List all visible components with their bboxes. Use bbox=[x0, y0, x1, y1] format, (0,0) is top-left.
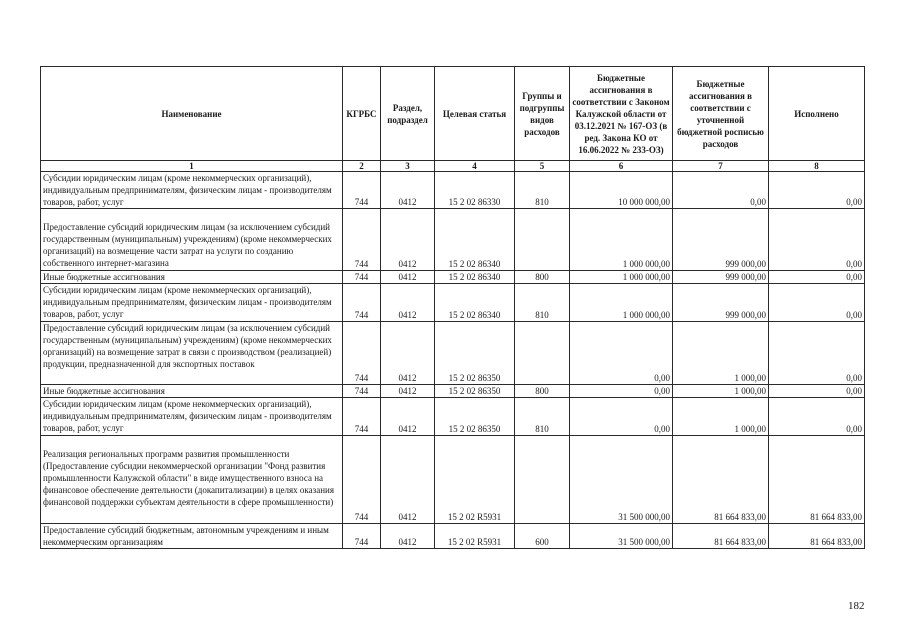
header-name: Наименование bbox=[41, 67, 343, 161]
row-group bbox=[515, 322, 570, 385]
budget-table bbox=[40, 66, 865, 549]
table-row bbox=[41, 524, 865, 549]
row-law-amount: 1 000 000,00 bbox=[570, 209, 673, 271]
header-kgrbs: КГРБС bbox=[343, 67, 381, 161]
header-refined-allocations: Бюджетные ассигнования в соответствии с уточненной бюджетной росписью расходов bbox=[673, 67, 769, 161]
row-law-amount: 1 000 000,00 bbox=[570, 284, 673, 322]
row-refined-amount: 0,00 bbox=[673, 172, 769, 209]
table-row bbox=[41, 385, 865, 398]
header-section: Раздел, подраздел bbox=[381, 67, 435, 161]
row-section: 0412 bbox=[381, 284, 435, 322]
row-executed-amount: 0,00 bbox=[769, 172, 865, 209]
row-law-amount: 1 000 000,00 bbox=[570, 271, 673, 284]
row-law-amount: 0,00 bbox=[570, 385, 673, 398]
table-row bbox=[41, 398, 865, 436]
row-refined-amount: 999 000,00 bbox=[673, 271, 769, 284]
row-refined-amount: 1 000,00 bbox=[673, 322, 769, 385]
row-executed-amount: 0,00 bbox=[769, 284, 865, 322]
row-refined-amount: 81 664 833,00 bbox=[673, 436, 769, 524]
row-name: Субсидии юридическим лицам (кроме некоммерческих организаций), индивидуальным предпринимателям, физическим лицам - производителям товаров, работ, услуг bbox=[41, 284, 343, 322]
column-number: 5 bbox=[515, 161, 570, 172]
row-kgrbs: 744 bbox=[343, 398, 381, 436]
table-row bbox=[41, 436, 865, 524]
column-number: 1 bbox=[41, 161, 343, 172]
row-section: 0412 bbox=[381, 398, 435, 436]
table-row bbox=[41, 209, 865, 271]
header-executed: Исполнено bbox=[769, 67, 865, 161]
row-kgrbs: 744 bbox=[343, 322, 381, 385]
row-target: 15 2 02 R5931 bbox=[435, 524, 515, 549]
row-law-amount: 0,00 bbox=[570, 398, 673, 436]
row-kgrbs: 744 bbox=[343, 271, 381, 284]
row-kgrbs: 744 bbox=[343, 524, 381, 549]
row-executed-amount: 0,00 bbox=[769, 385, 865, 398]
row-target: 15 2 02 86340 bbox=[435, 271, 515, 284]
page-number: 182 bbox=[848, 600, 865, 612]
row-law-amount: 31 500 000,00 bbox=[570, 436, 673, 524]
row-section: 0412 bbox=[381, 436, 435, 524]
row-section: 0412 bbox=[381, 271, 435, 284]
row-target: 15 2 02 86340 bbox=[435, 284, 515, 322]
row-group: 810 bbox=[515, 284, 570, 322]
row-executed-amount: 0,00 bbox=[769, 209, 865, 271]
row-group: 800 bbox=[515, 271, 570, 284]
row-name: Субсидии юридическим лицам (кроме некоммерческих организаций), индивидуальным предпринимателям, физическим лицам - производителям товаров, работ, услуг bbox=[41, 398, 343, 436]
header-row bbox=[41, 67, 865, 161]
row-name: Иные бюджетные ассигнования bbox=[41, 385, 343, 398]
row-executed-amount: 81 664 833,00 bbox=[769, 436, 865, 524]
header-target: Целевая статья bbox=[435, 67, 515, 161]
table-row bbox=[41, 172, 865, 209]
row-section: 0412 bbox=[381, 385, 435, 398]
row-group bbox=[515, 209, 570, 271]
row-kgrbs: 744 bbox=[343, 436, 381, 524]
column-number: 4 bbox=[435, 161, 515, 172]
header-groups: Группы и подгруппы видов расходов bbox=[515, 67, 570, 161]
table-row bbox=[41, 271, 865, 284]
column-number: 8 bbox=[769, 161, 865, 172]
row-group: 810 bbox=[515, 398, 570, 436]
row-refined-amount: 81 664 833,00 bbox=[673, 524, 769, 549]
row-name: Предоставление субсидий бюджетным, автономным учреждениям и иным некоммерческим организациям bbox=[41, 524, 343, 549]
row-law-amount: 31 500 000,00 bbox=[570, 524, 673, 549]
row-group: 600 bbox=[515, 524, 570, 549]
header-law-allocations: Бюджетные ассигнования в соответствии с Законом Калужской области от 03.12.2021 № 167-ОЗ (в ред. Закона КО от 16.06.2022 № 233-ОЗ) bbox=[570, 67, 673, 161]
row-section: 0412 bbox=[381, 524, 435, 549]
row-refined-amount: 1 000,00 bbox=[673, 385, 769, 398]
row-target: 15 2 02 R5931 bbox=[435, 436, 515, 524]
row-name: Предоставление субсидий юридическим лицам (за исключением субсидий государственным (муниципальным) учреждениям) (кроме некоммерческих организаций) на возмещение затрат в связи с производством (реализацией) продукции, предназначенной для экспортных поставок bbox=[41, 322, 343, 385]
row-group: 810 bbox=[515, 172, 570, 209]
row-kgrbs: 744 bbox=[343, 209, 381, 271]
row-executed-amount: 0,00 bbox=[769, 271, 865, 284]
row-name: Реализация региональных программ развития промышленности (Предоставление субсидии некоммерческой организации "Фонд развития промышленности Калужской области" в виде имущественного взноса на финансовое обеспечение деятельности (докапитализации) в целях оказания финансовой поддержки субъектам деятельности в сфере промышленности) bbox=[41, 436, 343, 524]
row-group bbox=[515, 436, 570, 524]
row-executed-amount: 81 664 833,00 bbox=[769, 524, 865, 549]
row-target: 15 2 02 86330 bbox=[435, 172, 515, 209]
row-executed-amount: 0,00 bbox=[769, 322, 865, 385]
row-law-amount: 10 000 000,00 bbox=[570, 172, 673, 209]
table-row bbox=[41, 322, 865, 385]
row-target: 15 2 02 86350 bbox=[435, 385, 515, 398]
row-refined-amount: 1 000,00 bbox=[673, 398, 769, 436]
row-refined-amount: 999 000,00 bbox=[673, 209, 769, 271]
row-kgrbs: 744 bbox=[343, 385, 381, 398]
row-kgrbs: 744 bbox=[343, 172, 381, 209]
row-section: 0412 bbox=[381, 172, 435, 209]
column-number: 2 bbox=[343, 161, 381, 172]
row-section: 0412 bbox=[381, 322, 435, 385]
row-group: 800 bbox=[515, 385, 570, 398]
row-target: 15 2 02 86350 bbox=[435, 398, 515, 436]
column-number-row bbox=[41, 161, 865, 172]
row-target: 15 2 02 86350 bbox=[435, 322, 515, 385]
row-name: Иные бюджетные ассигнования bbox=[41, 271, 343, 284]
row-name: Предоставление субсидий юридическим лицам (за исключением субсидий государственным (муниципальным) учреждениям) (кроме некоммерческих организаций) на возмещение части затрат на услуги по созданию собственного интернет-магазина bbox=[41, 209, 343, 271]
row-target: 15 2 02 86340 bbox=[435, 209, 515, 271]
row-law-amount: 0,00 bbox=[570, 322, 673, 385]
row-name: Субсидии юридическим лицам (кроме некоммерческих организаций), индивидуальным предпринимателям, физическим лицам - производителям товаров, работ, услуг bbox=[41, 172, 343, 209]
table-row bbox=[41, 284, 865, 322]
column-number: 7 bbox=[673, 161, 769, 172]
row-kgrbs: 744 bbox=[343, 284, 381, 322]
row-refined-amount: 999 000,00 bbox=[673, 284, 769, 322]
column-number: 3 bbox=[381, 161, 435, 172]
row-section: 0412 bbox=[381, 209, 435, 271]
row-executed-amount: 0,00 bbox=[769, 398, 865, 436]
column-number: 6 bbox=[570, 161, 673, 172]
